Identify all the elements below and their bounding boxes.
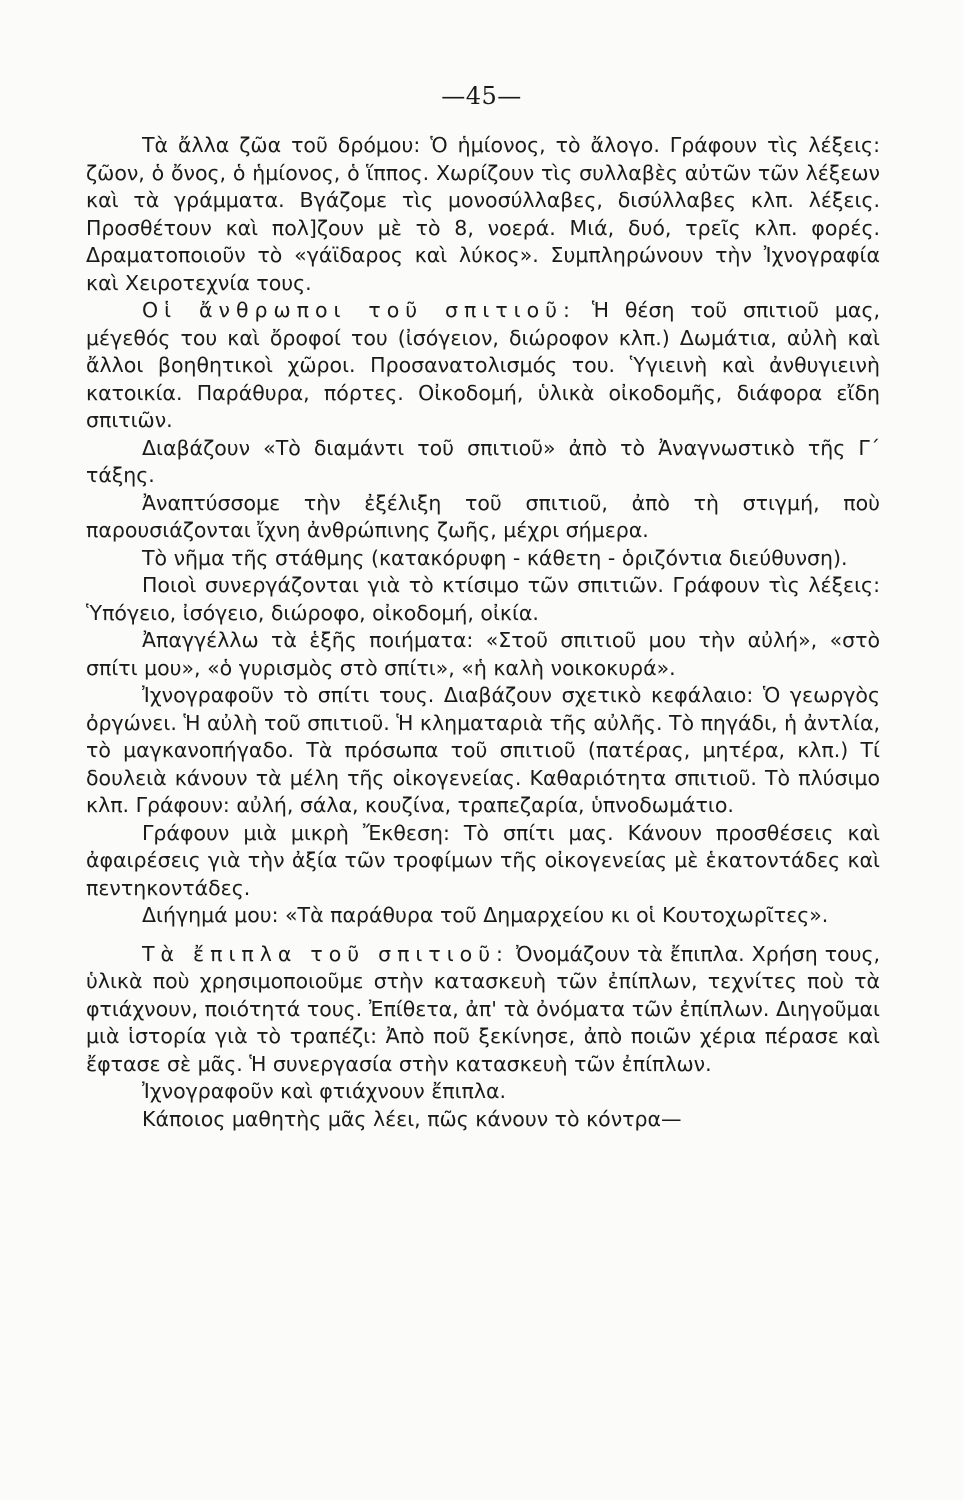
paragraph-plumb-line: Τὸ νῆμα τῆς στάθμης (κατακόρυφη - κάθετη - ὁριζόντια διεύθυνση). [142, 545, 848, 570]
paragraph-animals: Τὰ ἄλλα ζῶα τοῦ δρόμου: Ὁ ἡμίονος, τὸ ἄλογο. Γράφουν τὶς λέξεις: ζῶον, ὁ ὄνος, ὁ ἡμίονος, ὁ ἵππος. Χωρίζουν τὶς συλλαβὲς αὐτῶν τῶν λέξεων καὶ τὰ γράμματα. Βγάζομε τὶς μονοσύλλαβες, δισύλλαβες κλπ. λέξεις. Προσθέτουν καὶ πολ]ζουν μὲ τὸ 8, νοερά. Μιά, δυό, τρεῖς κλπ. φορές. Δραματοποιοῦν τὸ «γάϊδαρος καὶ λύκος». Συμπληρώνουν τὴν Ἰχνογραφία καὶ Χειροτεχνία τους. [86, 133, 880, 295]
paragraph-house-people [86, 297, 880, 435]
body-text [86, 132, 880, 1133]
paragraph-student: Κάποιος μαθητὴς μᾶς λέει, πῶς κάνουν τὸ κόντρα— [142, 1106, 682, 1131]
paragraph-drawing-furniture: Ἰχνογραφοῦν καὶ φτιάχνουν ἔπιπλα. [142, 1079, 507, 1103]
paragraph-essay: Γράφουν μιὰ μικρὴ Ἔκθεση: Τὸ σπίτι μας. Κάνουν προσθέσεις καὶ ἀφαιρέσεις γιὰ τὴν ἀξία τῶν τροφίμων τῆς οἰκογενείας μὲ ἑκατοντάδες καὶ πεντηκοντάδες. [86, 820, 880, 900]
section-heading-house-people: Οἱ ἄνθρωποι τοῦ σπιτιοῦ: [142, 298, 576, 322]
section-heading-furniture: Τὰ ἔπιπλα τοῦ σπιτιοῦ: [142, 941, 509, 966]
paragraph-poems: Ἀπαγγέλλω τὰ ἑξῆς ποιήματα: «Στοῦ σπιτιοῦ μου τὴν αὐλή», «στὸ σπίτι μου», «ὁ γυρισμὸς στὸ σπίτι», «ἡ καλὴ νοικοκυρά». [86, 628, 880, 680]
page-number: —45— [441, 82, 522, 110]
paragraph-story: Διήγημά μου: «Τὰ παράθυρα τοῦ Δημαρχείου κι οἱ Κουτοχωρῖτες». [142, 903, 829, 927]
paragraph-house-evolution: Ἀναπτύσσομε τὴν ἐξέλιξη τοῦ σπιτιοῦ, ἀπὸ τὴ στιγμή, ποὺ παρουσιάζονται ἴχνη ἀνθρώπινης ζωῆς, μέχρι σήμερα. [86, 490, 880, 542]
paragraph-reading-diamond: Διαβάζουν «Τὸ διαμάντι τοῦ σπιτιοῦ» ἀπὸ τὸ Ἀναγνωστικὸ τῆς Γ΄ τάξης. [86, 435, 880, 487]
paragraph-furniture [86, 941, 880, 1079]
paragraph-furniture-text: Ὀνομάζουν τὰ ἔπιπλα. Χρήση τους, ὑλικὰ ποὺ χρησιμοποιοῦμε στὴν κατασκευὴ τῶν ἐπίπλων, τεχνίτες ποὺ τὰ φτιάχνουν, ποιότητά τους. Ἐπίθετα, ἀπ' τὰ ὀνόματα τῶν ἐπίπλων. Διηγοῦμαι μιὰ ἱστορία γιὰ τὸ τραπέζι: Ἀπὸ ποῦ ξεκίνησε, ἀπὸ ποιῶν χέρια πέρασε καὶ ἔφτασε σὲ μᾶς. Ἡ συνεργασία στὴν κατασκευὴ τῶν ἐπίπλων. [86, 941, 881, 1076]
paragraph-house-people-text: Ἡ θέση τοῦ σπιτιοῦ μας, μέγεθός του καὶ ὄροφοί του (ἰσόγειον, διώροφον κλπ.) Δωμάτια, αὐλὴ καὶ ἄλλοι βοηθητικοὶ χῶροι. Προσανατολισμός του. Ὑγιεινὴ καὶ ἀνθυγιεινὴ κατοικία. Παράθυρα, πόρτες. Οἰκοδομή, ὑλικὰ οἰκοδομῆς, διάφορα εἴδη σπιτιῶν. [86, 298, 880, 432]
paragraph-drawing-house: Ἰχνογραφοῦν τὸ σπίτι τους. Διαβάζουν σχετικὸ κεφάλαιο: Ὁ γεωργὸς ὀργώνει. Ἡ αὐλὴ τοῦ σπιτιοῦ. Ἡ κληματαριὰ τῆς αὐλῆς. Τὸ πηγάδι, ἡ ἀντλία, τὸ μαγκανοπήγαδο. Τὰ πρόσωπα τοῦ σπιτιοῦ (πατέρας, μητέρα, κλπ.) Τί δουλειὰ κάνουν τὰ μέλη τῆς οἰκογενείας. Καθαριότητα σπιτιοῦ. Τὸ πλύσιμο κλπ. Γράφουν: αὐλή, σάλα, κουζίνα, τραπεζαρία, ὑπνοδωμάτιο. [86, 683, 880, 817]
paragraph-builders: Ποιοὶ συνεργάζονται γιὰ τὸ κτίσιμο τῶν σπιτιῶν. Γράφουν τὶς λέξεις: Ὑπόγειο, ἰσόγειο, διώροφο, οἰκοδομή, οἰκία. [86, 573, 880, 625]
